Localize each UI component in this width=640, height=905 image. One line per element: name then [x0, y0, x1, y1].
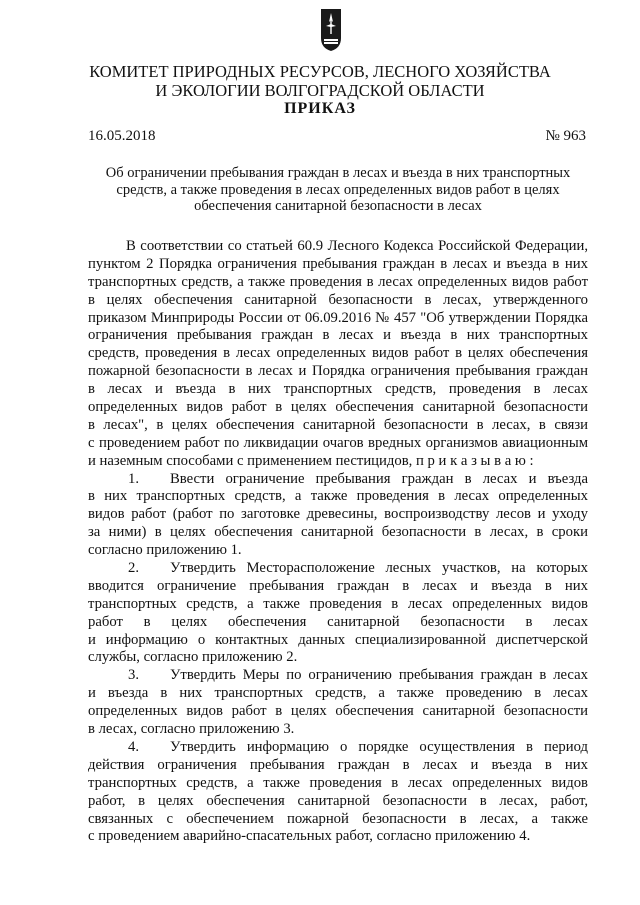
subject-line: средств, а также проведения в лесах определенных видов работ в целях [116, 181, 560, 198]
item-line: связанных с обеспечением пожарной безопасности в лесах, а также [88, 810, 588, 827]
preamble-line: пожарной безопасности в лесах и Порядка ограничения пребывания граждан [88, 363, 588, 380]
order-item-3 [88, 667, 588, 739]
preamble-line: пунктом 2 Порядка ограничения пребывания граждан в лесах и въезда в них [88, 255, 588, 272]
item-line: транспортных средств, а также проведения в лесах определенных видов [88, 774, 588, 791]
preamble-line: и наземным способами с применением пестицидов, п р и к а з ы в а ю : [88, 452, 534, 469]
item-number: 2. [128, 560, 140, 577]
preamble-line: ограничения пребывания граждан в лесах и въезда в них транспортных [88, 327, 588, 344]
item-text: Утвердить Меры по ограничению пребывания граждан в лесах [170, 667, 588, 684]
document-subject [88, 165, 588, 215]
preamble-line: в лесах", в целях обеспечения санитарной безопасности в лесах, в связи [88, 416, 588, 433]
org-line-1: КОМИТЕТ ПРИРОДНЫХ РЕСУРСОВ, ЛЕСНОГО ХОЗЯЙСТВА [89, 62, 551, 81]
item-line: и информацию о контактных данных специализированной диспетчерской [88, 631, 588, 648]
document-date: 16.05.2018 [88, 128, 156, 144]
org-line-2: И ЭКОЛОГИИ ВОЛГОГРАДСКОЙ ОБЛАСТИ [155, 81, 485, 100]
item-number: 1. [128, 470, 140, 487]
document-type: ПРИКАЗ [284, 100, 356, 117]
item-line: в них транспортных средств, а также проведения в лесах определенных [88, 488, 588, 505]
subject-line: обеспечения санитарной безопасности в лесах [194, 198, 482, 214]
item-line: службы, согласно приложению 2. [88, 649, 298, 666]
preamble-line: в лесах и въезда в них транспортных средств, проведения в лесах [88, 381, 588, 398]
item-line: с проведением аварийно-спасательных работ, согласно приложению 4. [88, 828, 531, 845]
item-line: транспортных средств, а также проведения в лесах определенных видов [88, 595, 588, 612]
item-line: определенных видов работ в целях обеспечения санитарной безопасности [88, 703, 588, 720]
item-number: 3. [128, 667, 140, 684]
item-number: 4. [128, 738, 140, 755]
item-first-line [88, 667, 588, 685]
preamble-line: транспортных средств, а также проведения в лесах определенных видов работ [88, 273, 588, 290]
item-text: Утвердить информацию о порядке осуществления в период [170, 738, 588, 755]
item-first-line [88, 739, 588, 757]
coat-of-arms-icon [320, 8, 342, 52]
organization-name [0, 62, 640, 100]
item-line: в лесах, согласно приложению 3. [88, 721, 295, 738]
item-line: и въезда в них транспортных средств, а также проведению в лесах [88, 685, 588, 702]
item-first-line [88, 560, 588, 578]
item-line: согласно приложению 1. [88, 542, 242, 559]
preamble-line: в целях обеспечения санитарной безопасности в лесах, утвержденного [88, 291, 588, 308]
order-item-4 [88, 739, 588, 846]
item-line: работ в целях обеспечения санитарной безопасности в лесах [88, 613, 588, 630]
item-line: вводится ограничение пребывания граждан в лесах и въезда в них [88, 577, 588, 594]
order-item-1 [88, 471, 588, 560]
subject-line: Об ограничении пребывания граждан в лесах и въезда в них транспортных [105, 165, 571, 181]
item-line: за ними) в целях обеспечения санитарной безопасности в лесах, в сроки [88, 524, 588, 541]
item-line: действия ограничения пребывания граждан в лесах и въезда в них [88, 756, 588, 773]
preamble-line: приказом Минприроды России от 06.09.2016 № 457 "Об утверждении Порядка [88, 309, 588, 326]
preamble [88, 238, 588, 471]
preamble-line: средств, проведения в лесах определенных видов работ в целях обеспечения [88, 345, 588, 362]
document-body [88, 238, 588, 846]
preamble-line: В соответствии со статьей 60.9 Лесного Кодекса Российской Федерации, [126, 238, 588, 254]
item-line: работ, в целях обеспечения санитарной безопасности в лесах, работ, [88, 792, 588, 809]
item-first-line [88, 471, 588, 489]
item-text: Утвердить Месторасположение лесных участков, на которых [170, 560, 588, 577]
item-text: Ввести ограничение пребывания граждан в лесах и въезда [170, 470, 588, 487]
preamble-line: определенных видов работ в целях обеспечения санитарной безопасности [88, 399, 588, 416]
document-number: № 963 [545, 128, 586, 144]
order-item-2 [88, 560, 588, 667]
item-line: видов работ (работ по заготовке древесины, воспроизводству лесов и уходу [88, 506, 588, 523]
preamble-line: с проведением работ по ликвидации очагов вредных организмов авиационным [88, 434, 588, 451]
